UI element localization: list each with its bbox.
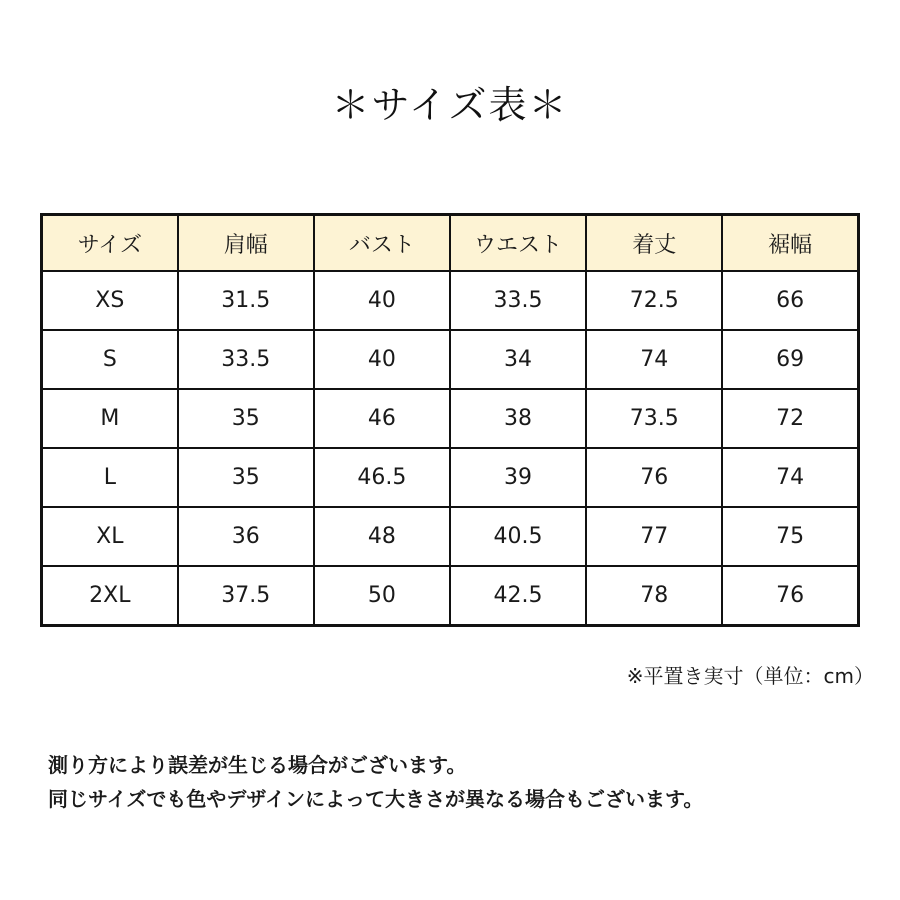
- table-cell: 38: [450, 389, 586, 448]
- table-cell: 40: [314, 330, 450, 389]
- table-cell: 66: [722, 271, 858, 330]
- table-row: [42, 389, 859, 448]
- table-cell: L: [42, 448, 178, 507]
- table-cell: 33.5: [178, 330, 314, 389]
- table-cell: 78: [586, 566, 722, 626]
- table-cell: 35: [178, 389, 314, 448]
- header-cell-size: サイズ: [42, 215, 178, 272]
- table-row: [42, 271, 859, 330]
- table-row: [42, 330, 859, 389]
- page-title: ＊サイズ表＊: [331, 83, 569, 127]
- table-cell: M: [42, 389, 178, 448]
- size-table: [40, 213, 860, 627]
- table-cell: 35: [178, 448, 314, 507]
- table-cell: 72: [722, 389, 858, 448]
- table-cell: 69: [722, 330, 858, 389]
- header-cell-bust: バスト: [314, 215, 450, 272]
- table-cell: 75: [722, 507, 858, 566]
- table-cell: 39: [450, 448, 586, 507]
- table-cell: 40.5: [450, 507, 586, 566]
- table-cell: 74: [586, 330, 722, 389]
- disclaimer: [48, 748, 703, 816]
- table-cell: 77: [586, 507, 722, 566]
- header-cell-shoulder: 肩幅: [178, 215, 314, 272]
- table-cell: 74: [722, 448, 858, 507]
- table-row: [42, 448, 859, 507]
- header-cell-length: 着丈: [586, 215, 722, 272]
- table-row: [42, 566, 859, 626]
- table-cell: 33.5: [450, 271, 586, 330]
- table-cell: 50: [314, 566, 450, 626]
- table-cell: 76: [722, 566, 858, 626]
- header-cell-waist: ウエスト: [450, 215, 586, 272]
- measurement-note: ※平置き実寸（単位：cm）: [626, 664, 874, 688]
- table-cell: XL: [42, 507, 178, 566]
- table-cell: S: [42, 330, 178, 389]
- table-cell: XS: [42, 271, 178, 330]
- table-cell: 40: [314, 271, 450, 330]
- table-cell: 2XL: [42, 566, 178, 626]
- disclaimer-line: 測り方により誤差が生じる場合がございます。: [48, 753, 467, 777]
- header-cell-hem: 裾幅: [722, 215, 858, 272]
- table-cell: 42.5: [450, 566, 586, 626]
- table-cell: 34: [450, 330, 586, 389]
- table-header-row: [42, 215, 859, 272]
- table-cell: 46.5: [314, 448, 450, 507]
- table-cell: 72.5: [586, 271, 722, 330]
- table-row: [42, 507, 859, 566]
- table-cell: 31.5: [178, 271, 314, 330]
- table-cell: 73.5: [586, 389, 722, 448]
- table-cell: 46: [314, 389, 450, 448]
- table-cell: 48: [314, 507, 450, 566]
- table-cell: 36: [178, 507, 314, 566]
- disclaimer-line: 同じサイズでも色やデザインによって大きさが異なる場合もございます。: [48, 787, 704, 811]
- table-cell: 37.5: [178, 566, 314, 626]
- table-cell: 76: [586, 448, 722, 507]
